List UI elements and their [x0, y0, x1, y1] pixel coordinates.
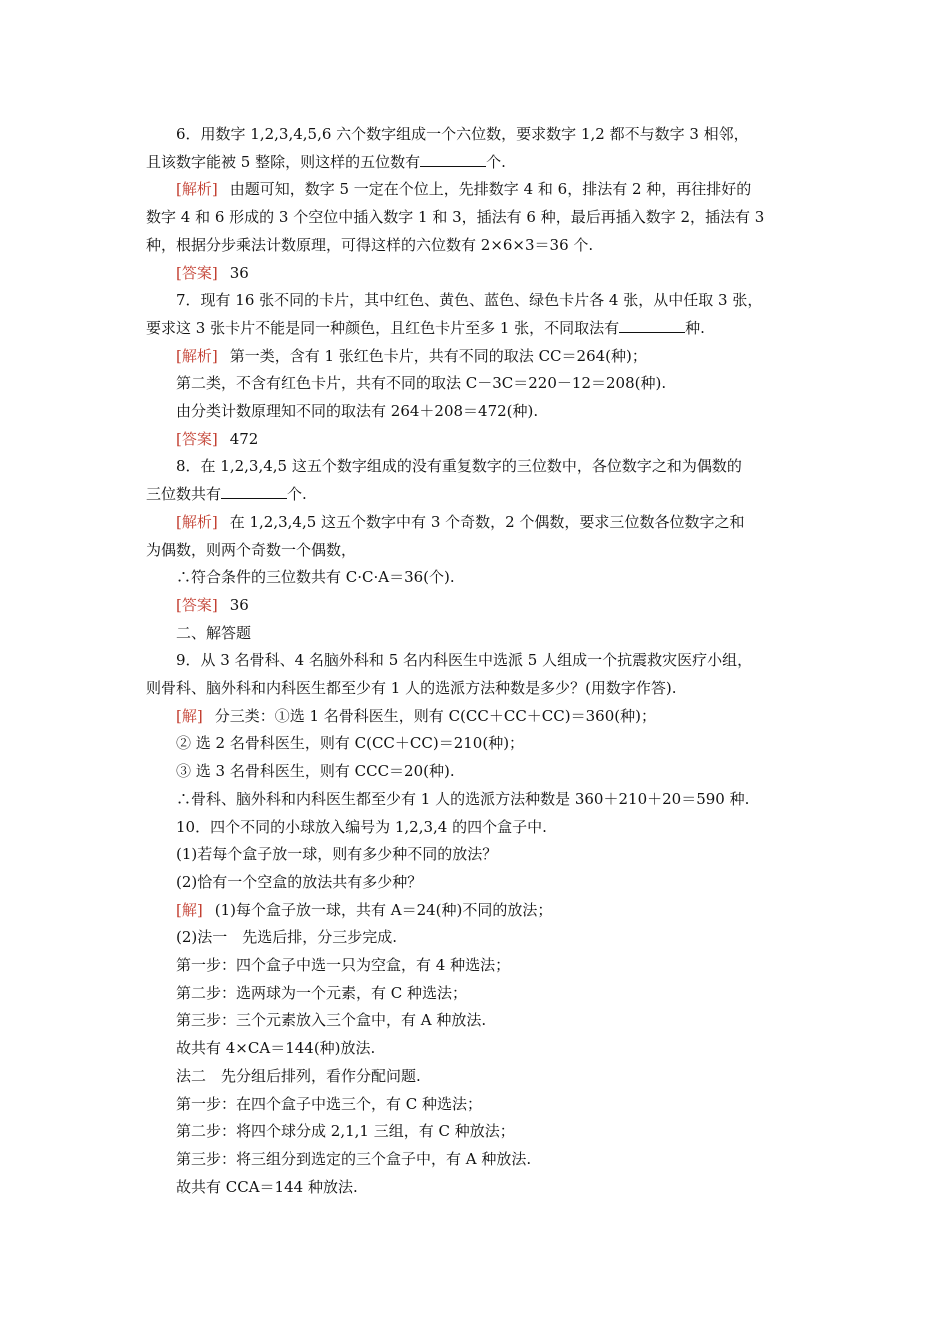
text-line [176, 983, 467, 1003]
text-line [176, 900, 552, 920]
section-tag: [解] [176, 707, 203, 725]
section-tag: [答案] [176, 596, 218, 614]
line-text: (1)每个盒子放一球，共有 A＝24(种)不同的放法； [214, 901, 553, 919]
line-text: 7．现有 16 张不同的卡片，其中红色、黄色、蓝色、绿色卡片各 4 张，从中任取 3 张， [176, 291, 763, 309]
line-text: 第二类，不含有红色卡片，共有不同的取法 C－3C＝220－12＝208(种). [176, 374, 667, 392]
line-text: ③ 选 3 名骨科医生，则有 CCC＝20(种). [176, 762, 455, 780]
text-line [176, 179, 751, 199]
section-tag: [解] [176, 901, 203, 919]
line-text: 数字 4 和 6 形成的 3 个空位中插入数字 1 和 3，插法有 6 种，最后再插入数字 2，插法有 3 [146, 208, 765, 226]
text-line [176, 1177, 358, 1197]
line-text: 472 [229, 430, 259, 448]
line-text: 36 [229, 264, 249, 282]
line-text: 种. [685, 319, 705, 337]
text-line [176, 927, 397, 947]
line-text: 由题可知，数字 5 一定在个位上，先排数字 4 和 6，排法有 2 种，再往排好的 [229, 180, 752, 198]
line-text: 且该数字能被 5 整除，则这样的五位数有 [146, 153, 421, 171]
text-line [176, 872, 422, 892]
line-text: 为偶数，则两个奇数一个偶数， [146, 541, 357, 559]
line-text: 二、解答题 [176, 624, 252, 642]
section-tag: [解析] [176, 513, 218, 531]
line-text: 法二 先分组后排列，看作分配问题. [176, 1067, 421, 1085]
line-text: 三位数共有 [146, 485, 222, 503]
answer-blank [221, 484, 287, 499]
text-line [176, 263, 249, 283]
line-text: 第一步：四个盒子中选一只为空盒，有 4 种选法； [176, 956, 511, 974]
line-text: ∴符合条件的三位数共有 C·C·A＝36(个). [176, 568, 455, 586]
line-text: 在 1,2,3,4,5 这五个数字中有 3 个奇数，2 个偶数，要求三位数各位数字之和 [229, 513, 745, 531]
text-line [176, 1066, 421, 1086]
line-text: 要求这 3 张卡片不能是同一种颜色，且红色卡片至多 1 张，不同取法有 [146, 319, 620, 337]
line-text: (1)若每个盒子放一球，则有多少种不同的放法？ [176, 845, 498, 863]
line-text: 第三步：三个元素放入三个盒中，有 A 种放法. [176, 1011, 487, 1029]
text-line [146, 152, 506, 172]
text-line [176, 955, 510, 975]
text-line [176, 1149, 531, 1169]
line-text: 分三类：①选 1 名骨科医生，则有 C(CC＋CC＋CC)＝360(种)； [214, 707, 656, 725]
text-line [176, 733, 524, 753]
line-text: 9．从 3 名骨科、4 名脑外科和 5 名内科医生中选派 5 人组成一个抗震救灾医疗小组， [176, 651, 753, 669]
text-line [176, 623, 251, 643]
section-tag: [答案] [176, 264, 218, 282]
line-text: 第三步：将三组分到选定的三个盒子中，有 A 种放法. [176, 1150, 532, 1168]
text-line [176, 456, 742, 476]
text-line [176, 401, 538, 421]
text-line [146, 207, 764, 227]
line-text: 6．用数字 1,2,3,4,5,6 六个数字组成一个六位数，要求数字 1,2 都不与数字 3 相邻， [176, 125, 749, 143]
section-tag: [答案] [176, 430, 218, 448]
line-text: 第二步：选两球为一个元素，有 C 种选法； [176, 984, 468, 1002]
text-line [146, 540, 356, 560]
line-text: 个. [287, 485, 307, 503]
text-line [176, 124, 749, 144]
text-line [176, 373, 666, 393]
text-line [176, 817, 547, 837]
text-line [176, 346, 647, 366]
line-text: 种，根据分步乘法计数原理，可得这样的六位数有 2×6×3＝36 个. [146, 236, 594, 254]
line-text: 36 [229, 596, 249, 614]
line-text: ∴骨科、脑外科和内科医生都至少有 1 人的选派方法种数是 360＋210＋20＝590 种. [176, 790, 750, 808]
text-line [176, 1094, 482, 1114]
text-line [176, 1010, 486, 1030]
text-line [146, 678, 677, 698]
line-text: ② 选 2 名骨科医生，则有 C(CC＋CC)＝210(种)； [176, 734, 525, 752]
line-text: 第二步：将四个球分成 2,1,1 三组，有 C 种放法； [176, 1122, 515, 1140]
text-line [176, 844, 497, 864]
text-line [176, 595, 249, 615]
text-line [176, 706, 656, 726]
text-line [176, 650, 752, 670]
text-line [176, 761, 455, 781]
section-tag: [解析] [176, 180, 218, 198]
text-line [176, 429, 258, 449]
text-line [146, 318, 705, 338]
line-text: 故共有 CCA＝144 种放法. [176, 1178, 358, 1196]
text-line [176, 567, 455, 587]
answer-blank [420, 152, 486, 167]
text-line [176, 290, 762, 310]
line-text: (2)恰有一个空盒的放法共有多少种？ [176, 873, 423, 891]
line-text: 由分类计数原理知不同的取法有 264＋208＝472(种). [176, 402, 539, 420]
line-text: 则骨科、脑外科和内科医生都至少有 1 人的选派方法种数是多少？(用数字作答). [146, 679, 677, 697]
text-line [176, 1121, 515, 1141]
line-text: 8．在 1,2,3,4,5 这五个数字组成的没有重复数字的三位数中，各位数字之和为偶数的 [176, 457, 742, 475]
line-text: 个. [486, 153, 506, 171]
line-text: (2)法一 先选后排，分三步完成. [176, 928, 398, 946]
text-line [176, 789, 749, 809]
line-text: 10．四个不同的小球放入编号为 1,2,3,4 的四个盒子中. [176, 818, 547, 836]
section-tag: [解析] [176, 347, 218, 365]
line-text: 第一类，含有 1 张红色卡片，共有不同的取法 CC＝264(种)； [229, 347, 647, 365]
answer-blank [619, 318, 685, 333]
text-line [146, 484, 307, 504]
line-text: 故共有 4×CA＝144(种)放法. [176, 1039, 376, 1057]
text-line [176, 1038, 375, 1058]
line-text: 第一步：在四个盒子中选三个，有 C 种选法； [176, 1095, 483, 1113]
text-line [146, 235, 593, 255]
text-line [176, 512, 744, 532]
